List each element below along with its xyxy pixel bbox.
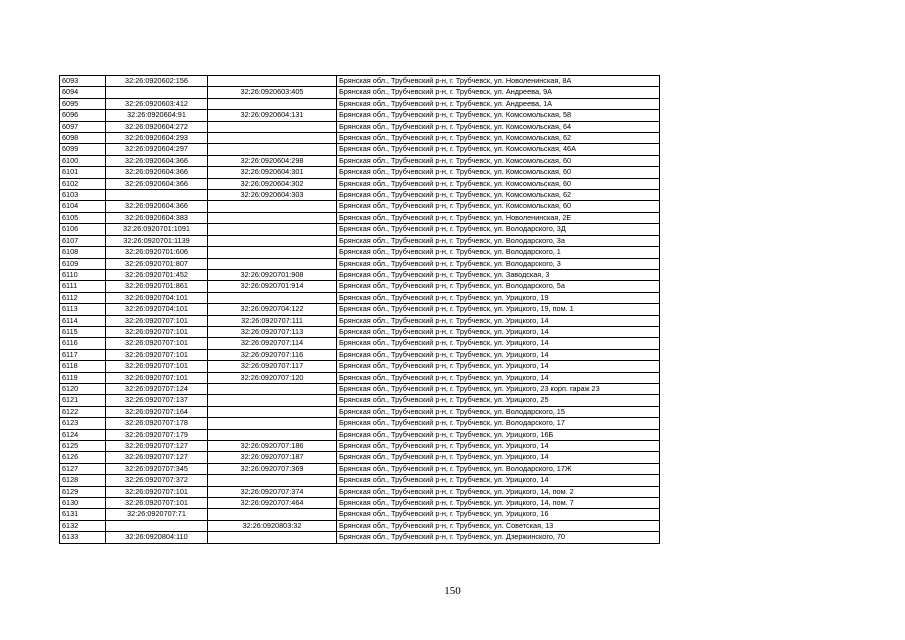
address-cell: Брянская обл., Трубчевский р-н, г. Трубчевск, ул. Урицкого, 23 корп. гараж 23 <box>337 383 660 394</box>
table-row <box>60 281 660 292</box>
table-row <box>60 520 660 531</box>
row-number-cell: 6107 <box>60 235 106 246</box>
table-row <box>60 406 660 417</box>
parent-cadastral-number-cell: 32:26:0920707:111 <box>208 315 337 326</box>
address-cell: Брянская обл., Трубчевский р-н, г. Трубчевск, ул. Комсомольская, 62 <box>337 133 660 144</box>
cadastral-number-cell: 32:26:0920707:71 <box>106 509 208 520</box>
row-number-cell: 6118 <box>60 361 106 372</box>
table-row <box>60 475 660 486</box>
parent-cadastral-number-cell: 32:26:0920707:374 <box>208 486 337 497</box>
table-row <box>60 155 660 166</box>
row-number-cell: 6128 <box>60 475 106 486</box>
parent-cadastral-number-cell: 32:26:0920707:120 <box>208 372 337 383</box>
address-cell: Брянская обл., Трубчевский р-н, г. Трубчевск, ул. Урицкого, 19, пом. 1 <box>337 304 660 315</box>
row-number-cell: 6101 <box>60 167 106 178</box>
cadastral-number-cell: 32:26:0920604:293 <box>106 133 208 144</box>
address-cell: Брянская обл., Трубчевский р-н, г. Трубчевск, ул. Володарского, 17 <box>337 418 660 429</box>
table-row <box>60 87 660 98</box>
row-number-cell: 6104 <box>60 201 106 212</box>
parent-cadastral-number-cell: 32:26:0920707:116 <box>208 349 337 360</box>
parent-cadastral-number-cell <box>208 395 337 406</box>
address-cell: Брянская обл., Трубчевский р-н, г. Трубчевск, ул. Комсомольская, 64 <box>337 121 660 132</box>
cadastral-number-cell: 32:26:0920707:101 <box>106 498 208 509</box>
row-number-cell: 6098 <box>60 133 106 144</box>
address-cell: Брянская обл., Трубчевский р-н, г. Трубчевск, ул. Андреева, 9А <box>337 87 660 98</box>
address-cell: Брянская обл., Трубчевский р-н, г. Трубчевск, ул. Дзержинского, 70 <box>337 532 660 543</box>
table-row <box>60 395 660 406</box>
table-row <box>60 167 660 178</box>
parent-cadastral-number-cell: 32:26:0920707:117 <box>208 361 337 372</box>
cadastral-number-cell: 32:26:0920701:606 <box>106 247 208 258</box>
table-row <box>60 190 660 201</box>
cadastral-number-cell: 32:26:0920804:110 <box>106 532 208 543</box>
cadastral-number-cell: 32:26:0920707:101 <box>106 486 208 497</box>
cadastral-number-cell: 32:26:0920707:101 <box>106 326 208 337</box>
table-row <box>60 258 660 269</box>
address-cell: Брянская обл., Трубчевский р-н, г. Трубчевск, ул. Комсомольская, 60 <box>337 178 660 189</box>
cadastral-number-cell <box>106 87 208 98</box>
cadastral-number-cell: 32:26:0920604:366 <box>106 178 208 189</box>
cadastral-number-cell: 32:26:0920604:383 <box>106 212 208 223</box>
row-number-cell: 6103 <box>60 190 106 201</box>
cadastral-number-cell: 32:26:0920707:127 <box>106 452 208 463</box>
row-number-cell: 6113 <box>60 304 106 315</box>
cadastral-number-cell: 32:26:0920707:124 <box>106 383 208 394</box>
cadastral-number-cell: 32:26:0920707:101 <box>106 372 208 383</box>
property-table <box>59 75 660 544</box>
row-number-cell: 6131 <box>60 509 106 520</box>
address-cell: Брянская обл., Трубчевский р-н, г. Трубчевск, ул. Урицкого, 14 <box>337 338 660 349</box>
row-number-cell: 6119 <box>60 372 106 383</box>
address-cell: Брянская обл., Трубчевский р-н, г. Трубчевск, ул. Урицкого, 14, пом. 7 <box>337 498 660 509</box>
row-number-cell: 6114 <box>60 315 106 326</box>
table-row <box>60 133 660 144</box>
table-row <box>60 452 660 463</box>
cadastral-number-cell: 32:26:0920701:1139 <box>106 235 208 246</box>
table-row <box>60 463 660 474</box>
cadastral-number-cell: 32:26:0920604:272 <box>106 121 208 132</box>
address-cell: Брянская обл., Трубчевский р-н, г. Трубчевск, ул. Володарского, 3а <box>337 235 660 246</box>
parent-cadastral-number-cell <box>208 76 337 87</box>
table-row <box>60 304 660 315</box>
address-cell: Брянская обл., Трубчевский р-н, г. Трубчевск, ул. Андреева, 1А <box>337 98 660 109</box>
parent-cadastral-number-cell: 32:26:0920701:908 <box>208 269 337 280</box>
row-number-cell: 6096 <box>60 110 106 121</box>
row-number-cell: 6109 <box>60 258 106 269</box>
parent-cadastral-number-cell <box>208 224 337 235</box>
table-row <box>60 441 660 452</box>
cadastral-number-cell <box>106 520 208 531</box>
cadastral-number-cell: 32:26:0920604:366 <box>106 201 208 212</box>
parent-cadastral-number-cell <box>208 418 337 429</box>
parent-cadastral-number-cell: 32:26:0920704:122 <box>208 304 337 315</box>
cadastral-number-cell: 32:26:0920604:297 <box>106 144 208 155</box>
table-row <box>60 76 660 87</box>
row-number-cell: 6097 <box>60 121 106 132</box>
parent-cadastral-number-cell: 32:26:0920604:303 <box>208 190 337 201</box>
cadastral-number-cell: 32:26:0920704:101 <box>106 292 208 303</box>
table-row <box>60 201 660 212</box>
address-cell: Брянская обл., Трубчевский р-н, г. Трубчевск, ул. Комсомольская, 62 <box>337 190 660 201</box>
parent-cadastral-number-cell <box>208 509 337 520</box>
row-number-cell: 6125 <box>60 441 106 452</box>
address-cell: Брянская обл., Трубчевский р-н, г. Трубчевск, ул. Урицкого, 14 <box>337 475 660 486</box>
parent-cadastral-number-cell <box>208 144 337 155</box>
address-cell: Брянская обл., Трубчевский р-н, г. Трубчевск, ул. Новоленинская, 2Е <box>337 212 660 223</box>
parent-cadastral-number-cell: 32:26:0920701:914 <box>208 281 337 292</box>
page-number: 150 <box>444 585 461 597</box>
address-cell: Брянская обл., Трубчевский р-н, г. Трубчевск, ул. Урицкого, 14 <box>337 452 660 463</box>
table-row <box>60 338 660 349</box>
table-row <box>60 509 660 520</box>
parent-cadastral-number-cell <box>208 235 337 246</box>
cadastral-number-cell: 32:26:0920707:101 <box>106 315 208 326</box>
cadastral-number-cell: 32:26:0920701:807 <box>106 258 208 269</box>
row-number-cell: 6124 <box>60 429 106 440</box>
table-row <box>60 349 660 360</box>
address-cell: Брянская обл., Трубчевский р-н, г. Трубчевск, ул. Урицкого, 14 <box>337 441 660 452</box>
cadastral-number-cell: 32:26:0920707:101 <box>106 338 208 349</box>
parent-cadastral-number-cell: 32:26:0920603:405 <box>208 87 337 98</box>
row-number-cell: 6108 <box>60 247 106 258</box>
parent-cadastral-number-cell: 32:26:0920707:114 <box>208 338 337 349</box>
parent-cadastral-number-cell: 32:26:0920604:131 <box>208 110 337 121</box>
row-number-cell: 6111 <box>60 281 106 292</box>
table-row <box>60 235 660 246</box>
address-cell: Брянская обл., Трубчевский р-н, г. Трубчевск, ул. Урицкого, 16Б <box>337 429 660 440</box>
cadastral-number-cell: 32:26:0920707:179 <box>106 429 208 440</box>
parent-cadastral-number-cell <box>208 475 337 486</box>
cadastral-number-cell: 32:26:0920707:101 <box>106 349 208 360</box>
parent-cadastral-number-cell <box>208 292 337 303</box>
cadastral-number-cell: 32:26:0920707:178 <box>106 418 208 429</box>
parent-cadastral-number-cell: 32:26:0920707:369 <box>208 463 337 474</box>
table-row <box>60 372 660 383</box>
cadastral-number-cell: 32:26:0920701:861 <box>106 281 208 292</box>
address-cell: Брянская обл., Трубчевский р-н, г. Трубчевск, ул. Урицкого, 14 <box>337 349 660 360</box>
cadastral-number-cell: 32:26:0920704:101 <box>106 304 208 315</box>
table-row <box>60 178 660 189</box>
parent-cadastral-number-cell <box>208 532 337 543</box>
row-number-cell: 6094 <box>60 87 106 98</box>
cadastral-number-cell: 32:26:0920604:366 <box>106 167 208 178</box>
address-cell: Брянская обл., Трубчевский р-н, г. Трубчевск, ул. Урицкого, 14 <box>337 361 660 372</box>
row-number-cell: 6133 <box>60 532 106 543</box>
address-cell: Брянская обл., Трубчевский р-н, г. Трубчевск, ул. Урицкого, 16 <box>337 509 660 520</box>
parent-cadastral-number-cell: 32:26:0920604:301 <box>208 167 337 178</box>
table-row <box>60 121 660 132</box>
table-row <box>60 418 660 429</box>
table-row <box>60 486 660 497</box>
parent-cadastral-number-cell <box>208 121 337 132</box>
parent-cadastral-number-cell: 32:26:0920604:302 <box>208 178 337 189</box>
row-number-cell: 6110 <box>60 269 106 280</box>
row-number-cell: 6121 <box>60 395 106 406</box>
parent-cadastral-number-cell <box>208 247 337 258</box>
row-number-cell: 6106 <box>60 224 106 235</box>
cadastral-number-cell: 32:26:0920707:101 <box>106 361 208 372</box>
parent-cadastral-number-cell: 32:26:0920803:32 <box>208 520 337 531</box>
parent-cadastral-number-cell <box>208 406 337 417</box>
cadastral-number-cell <box>106 190 208 201</box>
table-row <box>60 212 660 223</box>
parent-cadastral-number-cell <box>208 429 337 440</box>
address-cell: Брянская обл., Трубчевский р-н, г. Трубчевск, ул. Урицкого, 14, пом. 2 <box>337 486 660 497</box>
cadastral-number-cell: 32:26:0920701:1091 <box>106 224 208 235</box>
row-number-cell: 6132 <box>60 520 106 531</box>
row-number-cell: 6095 <box>60 98 106 109</box>
parent-cadastral-number-cell: 32:26:0920707:464 <box>208 498 337 509</box>
row-number-cell: 6120 <box>60 383 106 394</box>
table-row <box>60 224 660 235</box>
address-cell: Брянская обл., Трубчевский р-н, г. Трубчевск, ул. Комсомольская, 60 <box>337 201 660 212</box>
address-cell: Брянская обл., Трубчевский р-н, г. Трубчевск, ул. Комсомольская, 60 <box>337 155 660 166</box>
row-number-cell: 6099 <box>60 144 106 155</box>
cadastral-number-cell: 32:26:0920707:345 <box>106 463 208 474</box>
address-cell: Брянская обл., Трубчевский р-н, г. Трубчевск, ул. Володарского, 3 <box>337 258 660 269</box>
row-number-cell: 6116 <box>60 338 106 349</box>
address-cell: Брянская обл., Трубчевский р-н, г. Трубчевск, ул. Урицкого, 14 <box>337 315 660 326</box>
table-row <box>60 326 660 337</box>
address-cell: Брянская обл., Трубчевский р-н, г. Трубчевск, ул. Комсомольская, 58 <box>337 110 660 121</box>
address-cell: Брянская обл., Трубчевский р-н, г. Трубчевск, ул. Володарского, 1 <box>337 247 660 258</box>
row-number-cell: 6100 <box>60 155 106 166</box>
address-cell: Брянская обл., Трубчевский р-н, г. Трубчевск, ул. Урицкого, 14 <box>337 372 660 383</box>
row-number-cell: 6105 <box>60 212 106 223</box>
table-row <box>60 110 660 121</box>
row-number-cell: 6112 <box>60 292 106 303</box>
address-cell: Брянская обл., Трубчевский р-н, г. Трубчевск, ул. Комсомольская, 60 <box>337 167 660 178</box>
row-number-cell: 6130 <box>60 498 106 509</box>
address-cell: Брянская обл., Трубчевский р-н, г. Трубчевск, ул. Володарского, 3Д <box>337 224 660 235</box>
address-cell: Брянская обл., Трубчевский р-н, г. Трубчевск, ул. Советская, 13 <box>337 520 660 531</box>
address-cell: Брянская обл., Трубчевский р-н, г. Трубчевск, ул. Урицкого, 25 <box>337 395 660 406</box>
table-row <box>60 498 660 509</box>
cadastral-number-cell: 32:26:0920604:366 <box>106 155 208 166</box>
cadastral-number-cell: 32:26:0920707:164 <box>106 406 208 417</box>
row-number-cell: 6127 <box>60 463 106 474</box>
row-number-cell: 6093 <box>60 76 106 87</box>
parent-cadastral-number-cell: 32:26:0920707:187 <box>208 452 337 463</box>
table-row <box>60 383 660 394</box>
table-row <box>60 315 660 326</box>
table-row <box>60 269 660 280</box>
parent-cadastral-number-cell <box>208 98 337 109</box>
parent-cadastral-number-cell: 32:26:0920707:113 <box>208 326 337 337</box>
parent-cadastral-number-cell <box>208 133 337 144</box>
table-row <box>60 429 660 440</box>
cadastral-number-cell: 32:26:0920707:372 <box>106 475 208 486</box>
address-cell: Брянская обл., Трубчевский р-н, г. Трубчевск, ул. Урицкого, 14 <box>337 326 660 337</box>
row-number-cell: 6126 <box>60 452 106 463</box>
address-cell: Брянская обл., Трубчевский р-н, г. Трубчевск, ул. Заводская, 3 <box>337 269 660 280</box>
table-row <box>60 292 660 303</box>
cadastral-number-cell: 32:26:0920707:127 <box>106 441 208 452</box>
row-number-cell: 6129 <box>60 486 106 497</box>
address-cell: Брянская обл., Трубчевский р-н, г. Трубчевск, ул. Володарского, 17Ж <box>337 463 660 474</box>
parent-cadastral-number-cell <box>208 201 337 212</box>
row-number-cell: 6122 <box>60 406 106 417</box>
cadastral-number-cell: 32:26:0920707:137 <box>106 395 208 406</box>
table-row <box>60 98 660 109</box>
cadastral-number-cell: 32:26:0920604:91 <box>106 110 208 121</box>
row-number-cell: 6115 <box>60 326 106 337</box>
row-number-cell: 6117 <box>60 349 106 360</box>
address-cell: Брянская обл., Трубчевский р-н, г. Трубчевск, ул. Новоленинская, 8А <box>337 76 660 87</box>
address-cell: Брянская обл., Трубчевский р-н, г. Трубчевск, ул. Комсомольская, 46А <box>337 144 660 155</box>
address-cell: Брянская обл., Трубчевский р-н, г. Трубчевск, ул. Володарского, 5а <box>337 281 660 292</box>
cadastral-number-cell: 32:26:0920603:412 <box>106 98 208 109</box>
cadastral-number-cell: 32:26:0920602:156 <box>106 76 208 87</box>
table-row <box>60 532 660 543</box>
parent-cadastral-number-cell <box>208 383 337 394</box>
address-cell: Брянская обл., Трубчевский р-н, г. Трубчевск, ул. Володарского, 15 <box>337 406 660 417</box>
row-number-cell: 6102 <box>60 178 106 189</box>
table-row <box>60 361 660 372</box>
table-body <box>60 76 660 544</box>
parent-cadastral-number-cell <box>208 258 337 269</box>
parent-cadastral-number-cell: 32:26:0920604:298 <box>208 155 337 166</box>
table-row <box>60 247 660 258</box>
parent-cadastral-number-cell <box>208 212 337 223</box>
table-row <box>60 144 660 155</box>
row-number-cell: 6123 <box>60 418 106 429</box>
cadastral-number-cell: 32:26:0920701:452 <box>106 269 208 280</box>
parent-cadastral-number-cell: 32:26:0920707:186 <box>208 441 337 452</box>
address-cell: Брянская обл., Трубчевский р-н, г. Трубчевск, ул. Урицкого, 19 <box>337 292 660 303</box>
